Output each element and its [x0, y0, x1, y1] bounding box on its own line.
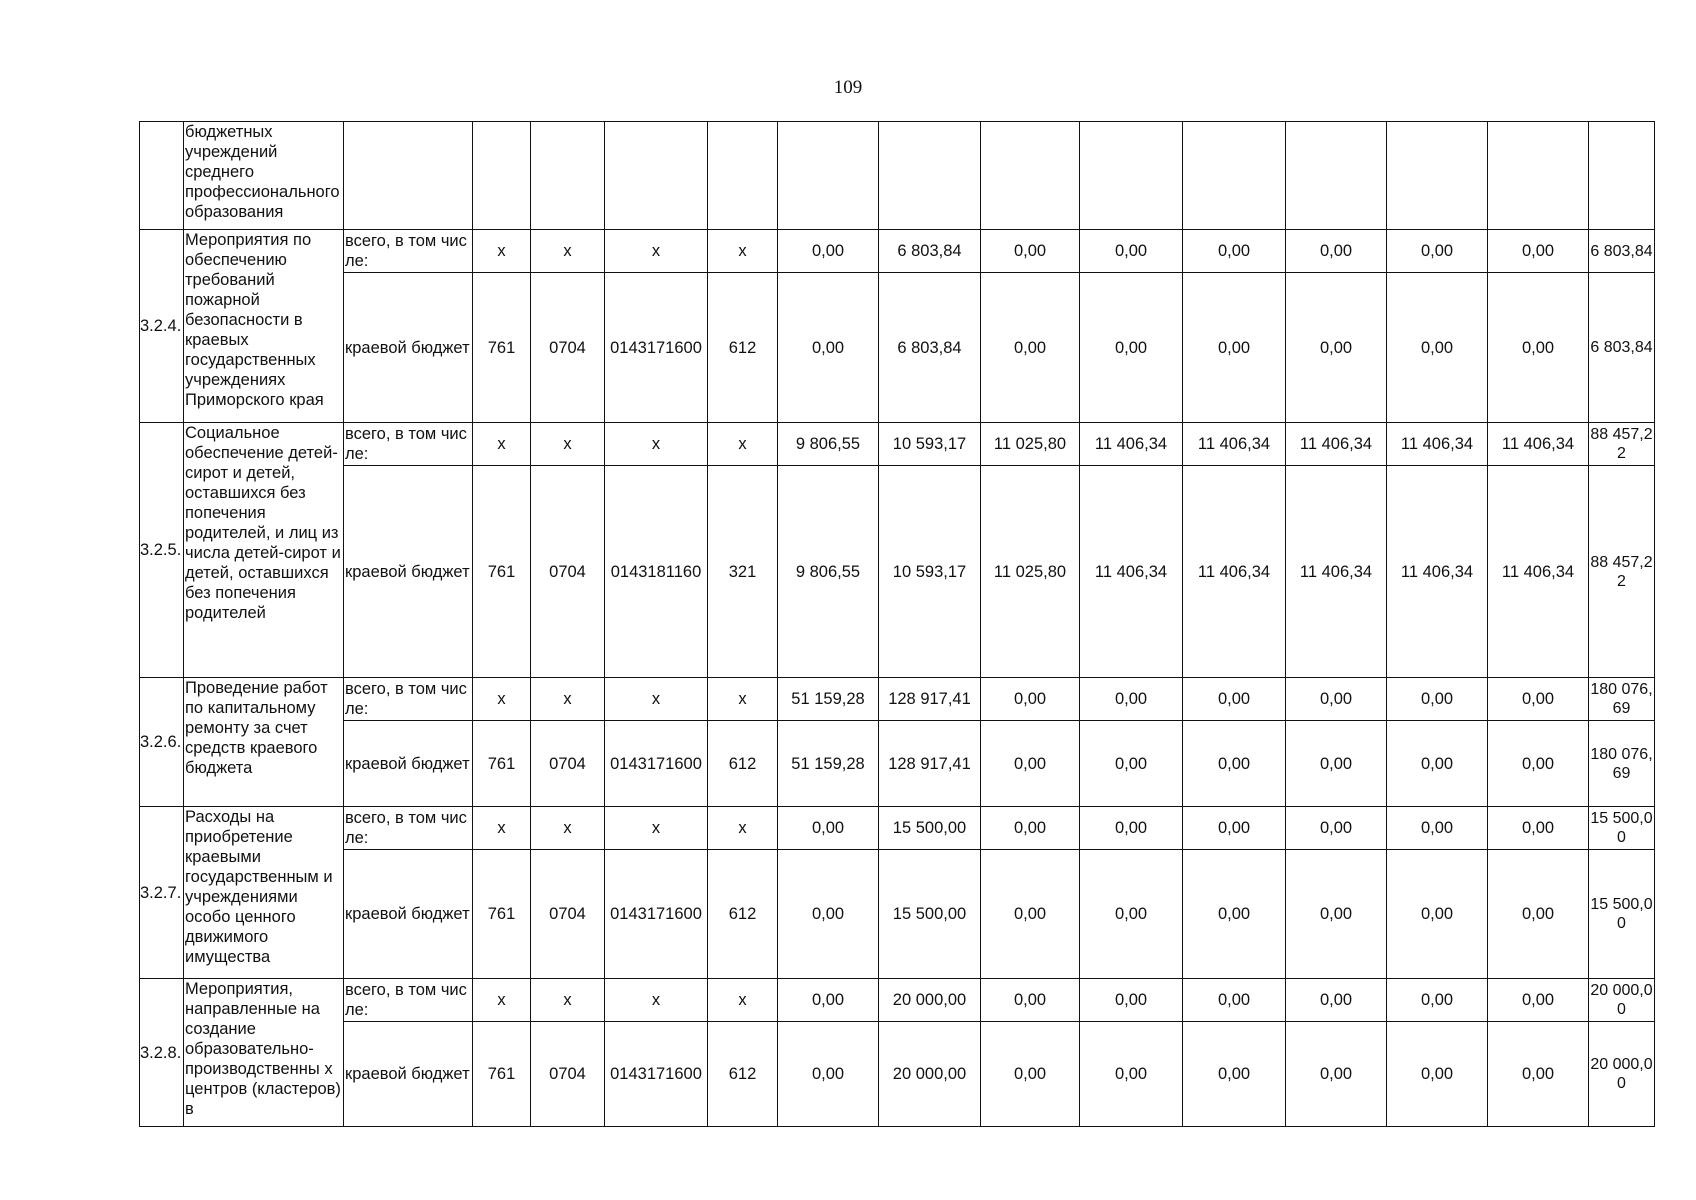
year-value-cell: 0,00	[1387, 678, 1488, 721]
year-value-cell: 0,00	[1286, 979, 1387, 1022]
funding-source: всего, в том числе:	[344, 230, 473, 273]
year-value-cell: 0,00	[1286, 273, 1387, 423]
csr-cell: 0143171600	[605, 1022, 708, 1127]
funding-source: всего, в том числе:	[344, 678, 473, 721]
total-sum-cell: 180 076,69	[1589, 678, 1655, 721]
year-value-cell: 11 406,34	[1488, 423, 1589, 466]
total-sum-cell: 88 457,22	[1589, 423, 1655, 466]
vr-cell: х	[708, 807, 778, 850]
year-value-cell: 11 406,34	[1488, 466, 1589, 678]
year-value-cell: 0,00	[1286, 850, 1387, 979]
year-value-cell: 10 593,17	[879, 423, 981, 466]
year-value-cell: 0,00	[1183, 721, 1286, 807]
year-value-cell: 0,00	[1080, 1022, 1183, 1127]
year-value-cell: 20 000,00	[879, 1022, 981, 1127]
csr-cell: х	[605, 423, 708, 466]
rz-cell: 0704	[531, 721, 605, 807]
year-value-cell: 0,00	[1286, 1022, 1387, 1127]
year-value-cell: 128 917,41	[879, 678, 981, 721]
row-code: 3.2.7.	[140, 807, 184, 979]
year-value-cell: 0,00	[981, 273, 1080, 423]
row-name: Проведение работ по капитальному ремонту за счет средств краевого бюджета	[184, 678, 344, 807]
year-value-cell: 0,00	[1183, 273, 1286, 423]
year-value-cell: 0,00	[1387, 273, 1488, 423]
year-value-cell: 11 406,34	[1286, 466, 1387, 678]
activity-budget-row	[140, 850, 1655, 979]
rz-cell: х	[531, 423, 605, 466]
total-sum-cell: 180 076,69	[1589, 721, 1655, 807]
row-code: 3.2.8.	[140, 979, 184, 1127]
total-sum-cell: 20 000,00	[1589, 979, 1655, 1022]
year-value-cell: 15 500,00	[879, 850, 981, 979]
funding-source: краевой бюджет	[344, 850, 473, 979]
year-value-cell: 0,00	[1080, 979, 1183, 1022]
year-value-cell: 0,00	[778, 230, 879, 273]
vr-cell: 321	[708, 466, 778, 678]
csr-cell: 0143171600	[605, 721, 708, 807]
year-value-cell: 0,00	[1488, 979, 1589, 1022]
year-value-cell: 6 803,84	[879, 230, 981, 273]
grbs-cell: х	[473, 807, 531, 850]
year-value-cell: 0,00	[1387, 230, 1488, 273]
year-value-cell: 9 806,55	[778, 466, 879, 678]
rz-cell: х	[531, 678, 605, 721]
year-value-cell: 0,00	[1183, 678, 1286, 721]
year-value-cell: 0,00	[981, 678, 1080, 721]
year-value-cell: 0,00	[981, 721, 1080, 807]
year-value-cell: 0,00	[981, 807, 1080, 850]
activity-budget-row	[140, 1022, 1655, 1127]
page-number: 109	[833, 77, 863, 98]
year-value-cell: 0,00	[1488, 850, 1589, 979]
vr-cell: х	[708, 423, 778, 466]
year-value-cell: 0,00	[981, 979, 1080, 1022]
year-value-cell: 11 406,34	[1387, 423, 1488, 466]
csr-cell: х	[605, 230, 708, 273]
activity-total-row	[140, 230, 1655, 273]
grbs-cell: 761	[473, 850, 531, 979]
year-value-cell: 0,00	[1080, 230, 1183, 273]
csr-cell: 0143171600	[605, 273, 708, 423]
row-name: Мероприятия, направленные на создание образовательно-производственны х центров (кластеров) в	[184, 979, 344, 1127]
year-value-cell: 0,00	[1183, 230, 1286, 273]
row-name: Социальное обеспечение детей-сирот и детей, оставшихся без попечения родителей, и лиц из числа детей-сирот и детей, оставшихся без попечения родителей	[184, 423, 344, 678]
year-value-cell: 10 593,17	[879, 466, 981, 678]
year-value-cell: 0,00	[1183, 979, 1286, 1022]
year-value-cell: 0,00	[1183, 807, 1286, 850]
year-value-cell: 0,00	[1286, 807, 1387, 850]
total-sum-cell: 15 500,00	[1589, 850, 1655, 979]
csr-cell: 0143171600	[605, 850, 708, 979]
total-sum-cell: 6 803,84	[1589, 230, 1655, 273]
year-value-cell: 11 406,34	[1286, 423, 1387, 466]
year-value-cell: 0,00	[1387, 807, 1488, 850]
grbs-cell: 761	[473, 273, 531, 423]
row-code: 3.2.4.	[140, 230, 184, 423]
grbs-cell: х	[473, 423, 531, 466]
year-value-cell: 11 406,34	[1080, 423, 1183, 466]
funding-source: краевой бюджет	[344, 466, 473, 678]
rz-cell: х	[531, 979, 605, 1022]
year-value-cell: 0,00	[1286, 678, 1387, 721]
year-value-cell: 0,00	[981, 230, 1080, 273]
vr-cell: х	[708, 230, 778, 273]
vr-cell: 612	[708, 1022, 778, 1127]
grbs-cell: 761	[473, 721, 531, 807]
csr-cell: х	[605, 979, 708, 1022]
year-value-cell: 51 159,28	[778, 678, 879, 721]
row-name: бюджетных учреждений среднего профессионального образования	[184, 122, 344, 230]
row-code: 3.2.6.	[140, 678, 184, 807]
grbs-cell: 761	[473, 466, 531, 678]
grbs-cell: х	[473, 678, 531, 721]
csr-cell: х	[605, 807, 708, 850]
csr-cell: 0143181160	[605, 466, 708, 678]
row-name: Мероприятия по обеспечению требований пожарной безопасности в краевых государственных учреждениях Приморского края	[184, 230, 344, 423]
year-value-cell: 11 406,34	[1387, 466, 1488, 678]
vr-cell: х	[708, 979, 778, 1022]
rz-cell: х	[531, 230, 605, 273]
grbs-cell: 761	[473, 1022, 531, 1127]
year-value-cell: 11 406,34	[1183, 466, 1286, 678]
total-sum-cell: 15 500,00	[1589, 807, 1655, 850]
year-value-cell: 0,00	[1488, 1022, 1589, 1127]
csr-cell: х	[605, 678, 708, 721]
year-value-cell: 0,00	[1488, 678, 1589, 721]
vr-cell: 612	[708, 273, 778, 423]
activity-total-row	[140, 979, 1655, 1022]
rz-cell: 0704	[531, 1022, 605, 1127]
year-value-cell: 128 917,41	[879, 721, 981, 807]
year-value-cell: 0,00	[1286, 721, 1387, 807]
year-value-cell: 6 803,84	[879, 273, 981, 423]
total-sum-cell: 88 457,22	[1589, 466, 1655, 678]
vr-cell: 612	[708, 721, 778, 807]
funding-source: краевой бюджет	[344, 273, 473, 423]
year-value-cell: 0,00	[1080, 273, 1183, 423]
rz-cell: 0704	[531, 850, 605, 979]
year-value-cell: 0,00	[1387, 1022, 1488, 1127]
year-value-cell: 11 406,34	[1183, 423, 1286, 466]
activity-budget-row	[140, 466, 1655, 678]
funding-source: краевой бюджет	[344, 1022, 473, 1127]
vr-cell: 612	[708, 850, 778, 979]
year-value-cell: 0,00	[981, 850, 1080, 979]
budget-table	[139, 121, 1655, 1127]
activity-budget-row	[140, 721, 1655, 807]
year-value-cell: 11 025,80	[981, 466, 1080, 678]
funding-source: всего, в том числе:	[344, 807, 473, 850]
row-code	[140, 122, 184, 230]
funding-source: краевой бюджет	[344, 721, 473, 807]
activity-total-row	[140, 678, 1655, 721]
year-value-cell: 0,00	[1080, 807, 1183, 850]
grbs-cell: х	[473, 979, 531, 1022]
year-value-cell: 0,00	[1488, 807, 1589, 850]
rz-cell: 0704	[531, 466, 605, 678]
year-value-cell: 0,00	[1488, 230, 1589, 273]
year-value-cell: 11 406,34	[1080, 466, 1183, 678]
year-value-cell: 9 806,55	[778, 423, 879, 466]
year-value-cell: 0,00	[1387, 850, 1488, 979]
year-value-cell: 15 500,00	[879, 807, 981, 850]
year-value-cell: 0,00	[1387, 721, 1488, 807]
year-value-cell: 11 025,80	[981, 423, 1080, 466]
row-code: 3.2.5.	[140, 423, 184, 678]
total-sum-cell: 20 000,00	[1589, 1022, 1655, 1127]
rz-cell: х	[531, 807, 605, 850]
year-value-cell: 0,00	[778, 850, 879, 979]
year-value-cell: 0,00	[778, 1022, 879, 1127]
year-value-cell: 0,00	[1387, 979, 1488, 1022]
year-value-cell: 0,00	[1080, 678, 1183, 721]
year-value-cell: 0,00	[1080, 850, 1183, 979]
year-value-cell: 0,00	[778, 979, 879, 1022]
funding-source: всего, в том числе:	[344, 979, 473, 1022]
year-value-cell: 0,00	[1286, 230, 1387, 273]
funding-source: всего, в том числе:	[344, 423, 473, 466]
grbs-cell: х	[473, 230, 531, 273]
year-value-cell: 51 159,28	[778, 721, 879, 807]
activity-total-row	[140, 807, 1655, 850]
total-sum-cell: 6 803,84	[1589, 273, 1655, 423]
year-value-cell: 0,00	[778, 273, 879, 423]
rz-cell: 0704	[531, 273, 605, 423]
row-name: Расходы на приобретение краевыми государственным и учреждениями особо ценного движимого имущества	[184, 807, 344, 979]
year-value-cell: 0,00	[981, 1022, 1080, 1127]
vr-cell: х	[708, 678, 778, 721]
year-value-cell: 20 000,00	[879, 979, 981, 1022]
year-value-cell: 0,00	[1488, 721, 1589, 807]
continuation-row	[140, 122, 1655, 230]
activity-budget-row	[140, 273, 1655, 423]
activity-total-row	[140, 423, 1655, 466]
year-value-cell: 0,00	[1183, 850, 1286, 979]
year-value-cell: 0,00	[1183, 1022, 1286, 1127]
year-value-cell: 0,00	[778, 807, 879, 850]
year-value-cell: 0,00	[1488, 273, 1589, 423]
year-value-cell: 0,00	[1080, 721, 1183, 807]
